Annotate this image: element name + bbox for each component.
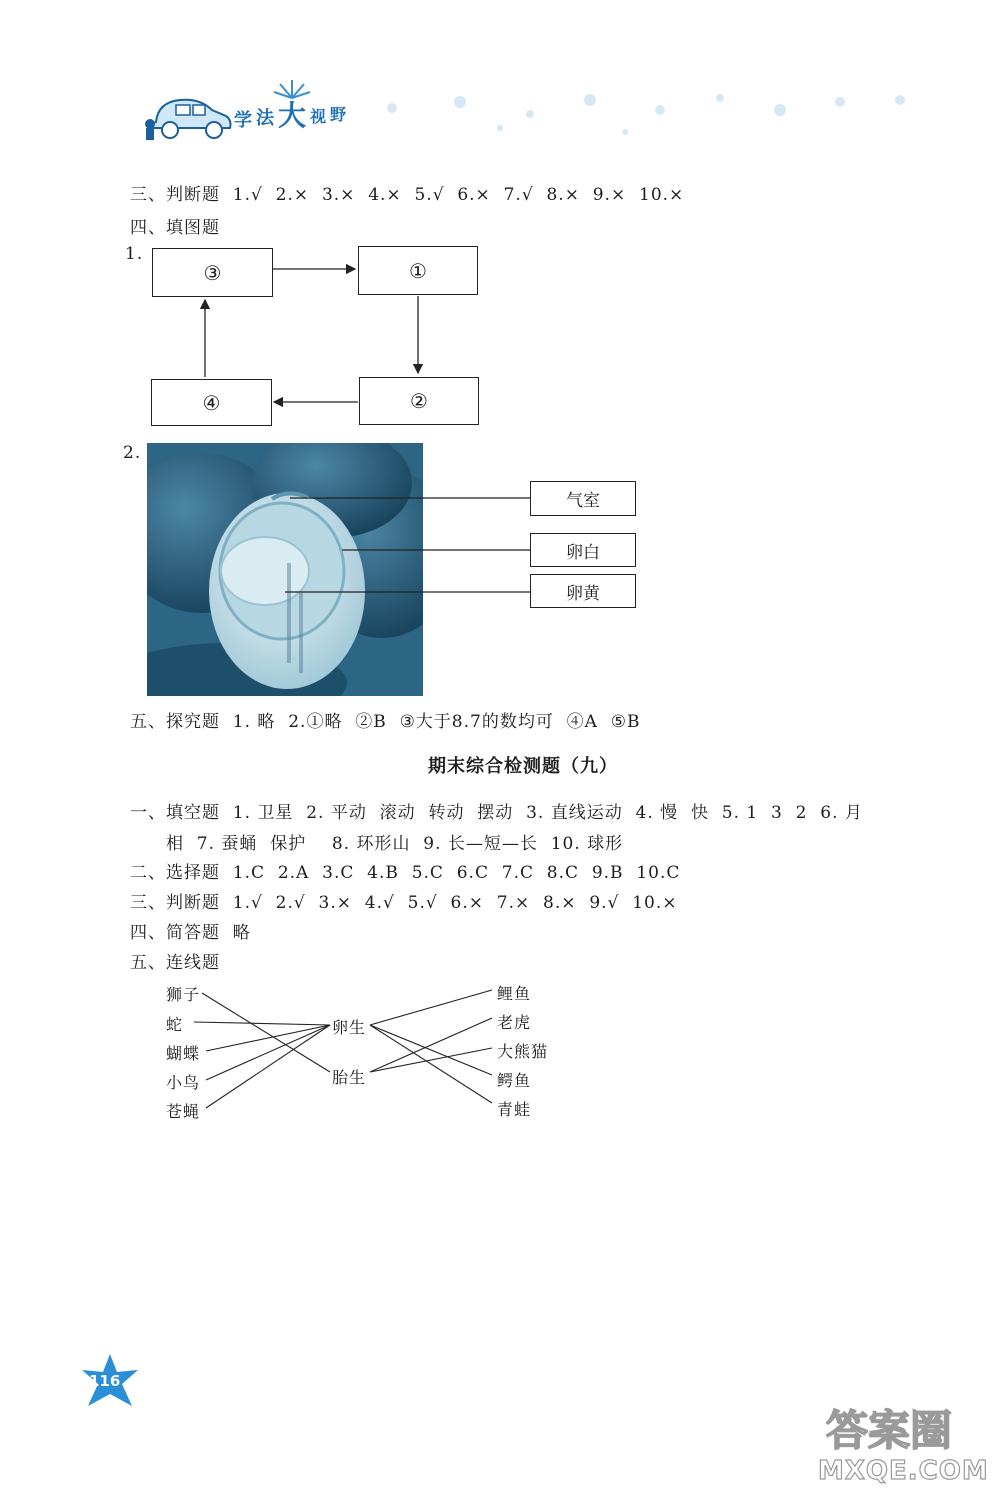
egg-leader-lines	[280, 480, 540, 610]
question-1-label: 1.	[125, 244, 144, 264]
fill-answers-line-1: 一、填空题 1. 卫星 2. 平动 滚动 转动 摆动 3. 直线运动 4. 慢 快 5. 1 3 2 6. 月	[130, 803, 863, 823]
egg-label-yolk: 卵黄	[530, 574, 636, 608]
match-left-3: 蝴蝶	[166, 1044, 201, 1063]
cycle-box-bottom-right: ②	[359, 377, 479, 425]
watermark-top: 答案圈	[826, 1406, 953, 1455]
match-right-1: 鲤鱼	[497, 984, 532, 1003]
match-left-2: 蛇	[166, 1015, 184, 1034]
question-2-label: 2.	[123, 443, 142, 463]
judge-answers-prev: 三、判断题 1.√ 2.× 3.× 4.× 5.√ 6.× 7.√ 8.× 9.× 10.×	[130, 185, 685, 205]
cycle-box-bottom-left: ④	[151, 379, 272, 426]
header-logo	[138, 78, 368, 148]
matching-heading: 五、连线题	[130, 953, 220, 973]
cycle-box-top-right: ①	[358, 246, 478, 295]
match-mid-2: 胎生	[332, 1068, 367, 1087]
watermark-bottom: MXQE.COM	[818, 1456, 989, 1486]
logo-char-3: 大	[278, 99, 307, 132]
match-right-3: 大熊猫	[497, 1042, 549, 1061]
match-right-5: 青蛙	[497, 1100, 532, 1119]
header-decoration	[380, 80, 920, 140]
logo-char-1: 学	[234, 110, 252, 131]
choice-answers: 二、选择题 1.C 2.A 3.C 4.B 5.C 6.C 7.C 8.C 9.B 10.C	[130, 863, 681, 883]
logo-char-2: 法	[256, 108, 274, 129]
match-left-1: 狮子	[166, 985, 201, 1004]
match-right-4: 鳄鱼	[497, 1071, 532, 1090]
fill-answers-line-2: 相 7. 蚕蛹 保护 8. 环形山 9. 长—短—长 10. 球形	[166, 834, 624, 854]
short-answers: 四、简答题 略	[130, 923, 251, 943]
logo-char-4: 视	[310, 107, 327, 126]
egg-label-albumen: 卵白	[530, 533, 636, 567]
car-icon	[138, 88, 238, 144]
explore-answers: 五、探究题 1. 略 2.①略 ②B ③大于8.7的数均可 ④A ⑤B	[130, 712, 641, 732]
fill-figure-heading: 四、填图题	[130, 218, 220, 238]
page-number: 116	[89, 1372, 121, 1390]
test-title: 期末综合检测题（九）	[428, 756, 618, 777]
match-mid-1: 卵生	[332, 1018, 367, 1037]
egg-label-air-cell: 气室	[530, 481, 636, 516]
match-left-5: 苍蝇	[166, 1102, 201, 1121]
matching-lines	[190, 980, 510, 1120]
logo-char-5: 野	[330, 105, 347, 124]
match-right-2: 老虎	[497, 1013, 532, 1032]
match-left-4: 小鸟	[166, 1073, 201, 1092]
judge-answers: 三、判断题 1.√ 2.√ 3.× 4.√ 5.√ 6.× 7.× 8.× 9.√ 10.×	[130, 893, 678, 913]
cycle-box-top-left: ③	[152, 248, 273, 297]
